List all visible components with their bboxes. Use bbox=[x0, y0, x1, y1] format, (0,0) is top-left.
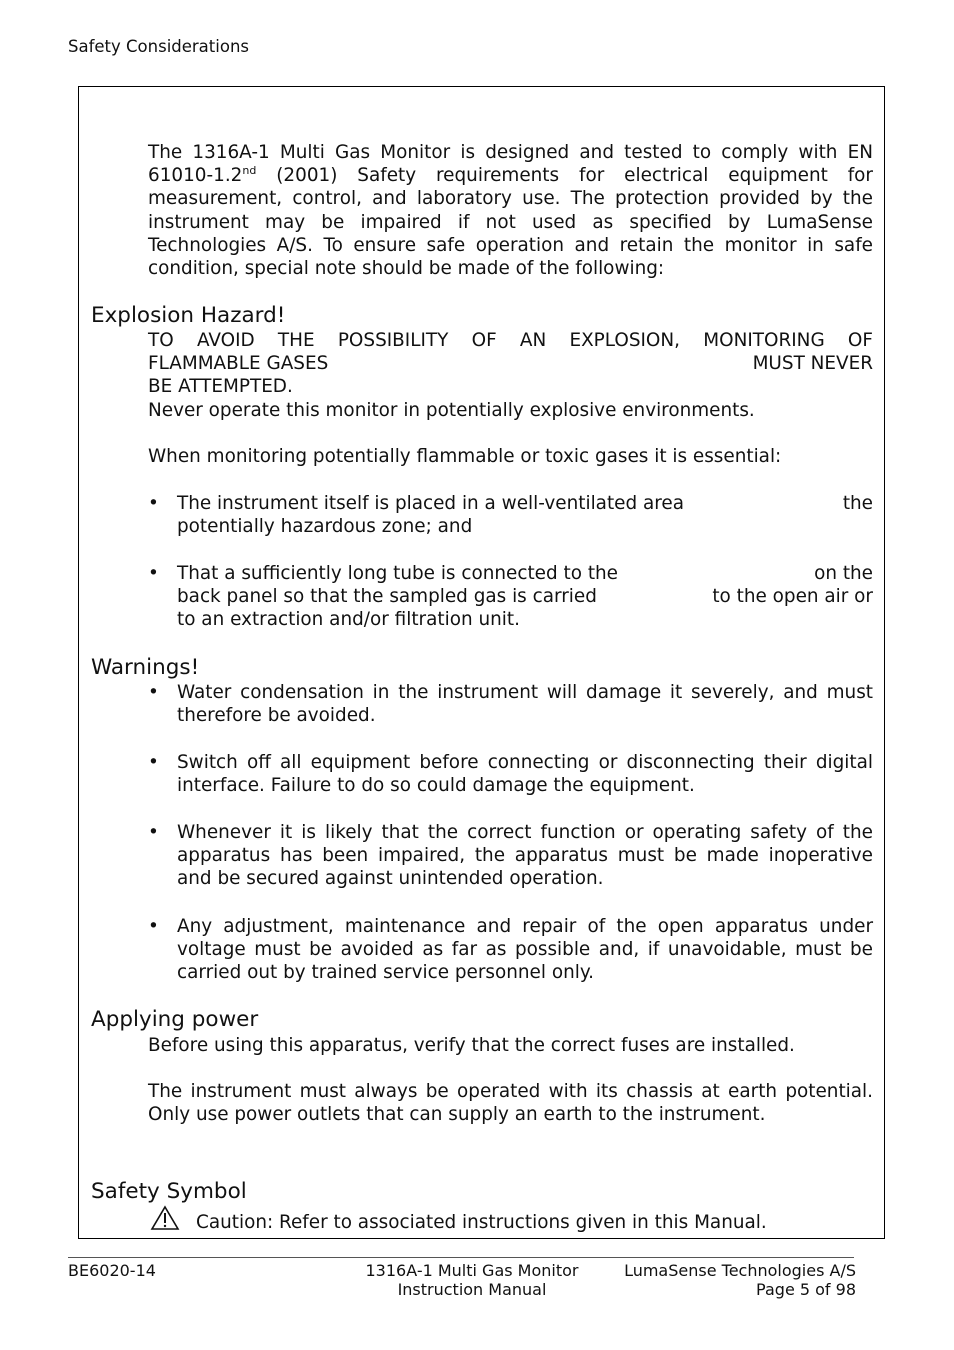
bullet-icon: • bbox=[148, 563, 159, 584]
warning-text: Water condensation in the instrument will damage it severely, and must therefore be avoided. bbox=[177, 682, 873, 727]
footer-divider bbox=[68, 1257, 854, 1258]
must-never-text: MUST NEVER bbox=[752, 353, 873, 375]
power-paragraph-2: The instrument must always be operated with its chassis at earth potential. Only use power outlets that can supply an earth to the instrument. bbox=[148, 1081, 873, 1126]
bullet-icon: • bbox=[148, 493, 159, 514]
bullet-text bbox=[177, 562, 873, 632]
bullet-icon: • bbox=[148, 752, 159, 773]
essential-intro: When monitoring potentially flammable or toxic gases it is essential: bbox=[148, 446, 782, 467]
bullet-text-left: The instrument itself is placed in a well-ventilated area bbox=[177, 493, 684, 514]
bullet-text-left: back panel so that the sampled gas is carried bbox=[177, 586, 597, 608]
bullet-line: potentially hazardous zone; and bbox=[177, 516, 473, 538]
bullet-text-right: on the bbox=[814, 563, 873, 584]
caution-text: Caution: Refer to associated instructions given in this Manual. bbox=[196, 1212, 767, 1233]
footer-manual: Instruction Manual bbox=[397, 1280, 547, 1299]
explosion-line-4: Never operate this monitor in potentially explosive environments. bbox=[148, 399, 755, 421]
explosion-line-2 bbox=[148, 352, 873, 375]
bullet-line bbox=[177, 492, 873, 515]
explosion-warning bbox=[148, 329, 873, 422]
warning-text: Any adjustment, maintenance and repair of the open apparatus under voltage must be avoided as far as possible and, if unavoidable, must be carried out by trained service personnel only. bbox=[177, 916, 873, 984]
footer-product: 1316A-1 Multi Gas Monitor bbox=[365, 1261, 579, 1280]
bullet-text bbox=[177, 492, 873, 538]
intro-line-1: The 1316A-1 Multi Gas Monitor is designed and tested to comply with EN bbox=[148, 142, 873, 163]
intro-line-2 bbox=[148, 164, 873, 187]
power-paragraph-1: Before using this apparatus, verify that the correct fuses are installed. bbox=[148, 1035, 795, 1056]
bullet-icon: • bbox=[148, 916, 159, 937]
warning-text: Switch off all equipment before connecting or disconnecting their digital interface. Failure to do so could damage the equipment. bbox=[177, 752, 873, 797]
footer-center bbox=[340, 1261, 604, 1299]
warning-text: Whenever it is likely that the correct function or operating safety of the apparatus has been impaired, the apparatus must be made inoperative and be secured against unintended operation. bbox=[177, 822, 873, 890]
footer-company: LumaSense Technologies A/S bbox=[624, 1261, 856, 1280]
heading-safety-symbol: Safety Symbol bbox=[91, 1179, 247, 1204]
footer-doc-id: BE6020-14 bbox=[68, 1261, 156, 1280]
standard-number: 61010-1.2 bbox=[148, 165, 243, 187]
bullet-text-right: the bbox=[842, 493, 873, 514]
intro-paragraph bbox=[148, 141, 873, 280]
bullet-line: to an extraction and/or filtration unit. bbox=[177, 609, 520, 631]
heading-warnings: Warnings! bbox=[91, 655, 200, 680]
bullet-line bbox=[177, 585, 873, 608]
heading-applying-power: Applying power bbox=[91, 1007, 259, 1032]
warning-triangle-icon bbox=[150, 1205, 180, 1231]
bullet-icon: • bbox=[148, 682, 159, 703]
bullet-text-left: That a sufficiently long tube is connected to the bbox=[177, 563, 618, 584]
bullet-icon: • bbox=[148, 822, 159, 843]
flammable-gases-text: FLAMMABLE GASES bbox=[148, 353, 329, 375]
footer-right bbox=[624, 1261, 856, 1299]
intro-rest: measurement, control, and laboratory use. The protection provided by the instrument may be impaired if not used as specified by LumaSense Technologies A/S. To ensure safe operation and retain the monitor in safe condition, special note should be made of the following: bbox=[148, 188, 873, 280]
standard-superscript: nd bbox=[242, 164, 257, 178]
heading-explosion-hazard: Explosion Hazard! bbox=[91, 303, 286, 328]
bullet-text-right: to the open air or bbox=[712, 586, 873, 608]
explosion-line-1: TO AVOID THE POSSIBILITY OF AN EXPLOSION, MONITORING OF bbox=[148, 330, 873, 351]
running-header: Safety Considerations bbox=[68, 37, 250, 56]
standard-title: (2001) Safety requirements for electrical equipment for bbox=[256, 165, 873, 187]
bullet-line bbox=[177, 562, 873, 585]
footer-page-number: Page 5 of 98 bbox=[756, 1280, 856, 1299]
explosion-line-3: BE ATTEMPTED. bbox=[148, 376, 293, 398]
